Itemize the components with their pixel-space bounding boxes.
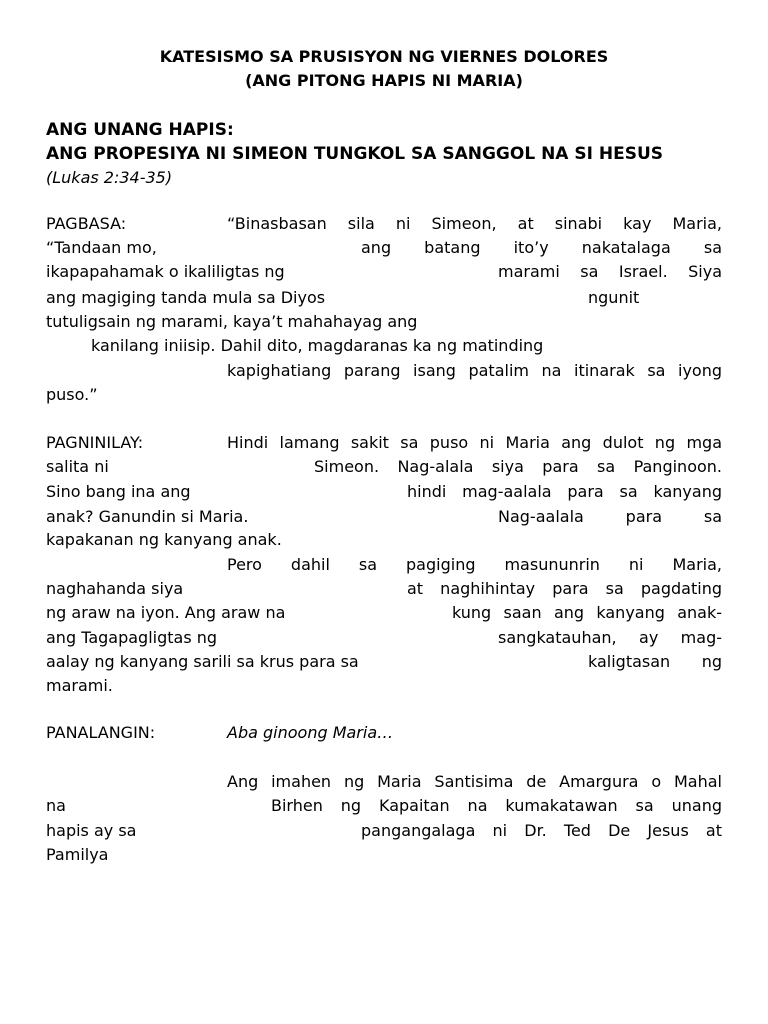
pagbasa-line-1	[46, 212, 722, 236]
pagninilay-line-3	[46, 480, 722, 504]
pagninilay-text-2a: salita ni	[46, 457, 109, 476]
pagninilay-line-5: kapakanan ng kanyang anak.	[46, 530, 282, 549]
pagninilay-text-9a: ang Tagapagligtas ng	[46, 628, 218, 647]
pagninilay-line-1	[46, 431, 722, 455]
pagninilay-text-9b: sangkatauhan, ay mag-	[498, 628, 722, 647]
pagninilay-line-9	[46, 626, 722, 650]
document-title-line-2: (ANG PITONG HAPIS NI MARIA)	[245, 71, 523, 90]
pagbasa-line-2	[46, 236, 722, 260]
document-title-line-1: KATESISMO SA PRUSISYON NG VIERNES DOLORES	[159, 47, 609, 66]
panalangin-prayer: Aba ginoong Maria…	[227, 723, 394, 742]
pagninilay-text-2b: Simeon. Nag-alala siya para sa Panginoon.	[314, 457, 722, 476]
note-line-4: Pamilya	[46, 845, 109, 864]
pagbasa-text-4a: ang magiging tanda mula sa Diyos	[46, 288, 326, 307]
panalangin-line	[46, 721, 722, 745]
pagninilay-text-3b: hindi mag-aalala para sa kanyang	[407, 482, 722, 501]
note-text-1: Ang imahen ng Maria Santisima de Amargura o Mahal	[227, 772, 722, 791]
section-heading-1: ANG UNANG HAPIS:	[46, 120, 234, 140]
pagninilay-text-4b: Nag-aalala para sa	[498, 507, 722, 526]
pagbasa-text-7: kapighatiang parang isang patalim na itinarak sa iyong	[227, 361, 722, 380]
panalangin-label: PANALANGIN:	[46, 723, 156, 742]
pagbasa-text-3a: ikapapahamak o ikaliligtas ng	[46, 262, 285, 281]
pagninilay-line-8	[46, 601, 722, 625]
pagbasa-text-1: “Binasbasan sila ni Simeon, at sinabi kay Maria,	[227, 214, 722, 233]
note-text-3a: hapis ay sa	[46, 821, 137, 840]
pagbasa-line-6: kanilang iniisip. Dahil dito, magdaranas ka ng matinding	[91, 336, 544, 355]
pagbasa-text-3b: marami sa Israel. Siya	[498, 262, 722, 281]
pagbasa-line-3	[46, 260, 722, 284]
pagninilay-text-10a: aalay ng kanyang sarili sa krus para sa	[46, 652, 359, 671]
pagbasa-text-2b: ang batang ito’y nakatalaga sa	[361, 238, 722, 257]
pagbasa-text-4b: ngunit	[588, 288, 640, 307]
scripture-reference: (Lukas 2:34-35)	[46, 168, 173, 187]
pagninilay-label: PAGNINILAY:	[46, 433, 144, 452]
pagbasa-line-4	[46, 286, 722, 310]
pagninilay-text-1: Hindi lamang sakit sa puso ni Maria ang dulot ng mga	[227, 433, 722, 452]
pagninilay-line-7	[46, 577, 722, 601]
pagninilay-text-3a: Sino bang ina ang	[46, 482, 191, 501]
pagbasa-line-5: tutuligsain ng marami, kaya’t mahahayag ang	[46, 312, 418, 331]
pagninilay-text-8b: kung saan ang kanyang anak-	[452, 603, 722, 622]
pagninilay-text-10b: kaligtasan ng	[588, 652, 722, 671]
note-line-3	[46, 819, 722, 843]
pagninilay-text-7b: at naghihintay para sa pagdating	[407, 579, 722, 598]
pagninilay-line-6	[46, 553, 722, 577]
note-line-2	[46, 794, 722, 818]
note-text-3b: pangangalaga ni Dr. Ted De Jesus at	[361, 821, 722, 840]
pagninilay-line-11: marami.	[46, 676, 113, 695]
section-heading-2: ANG PROPESIYA NI SIMEON TUNGKOL SA SANGGOL NA SI HESUS	[46, 144, 663, 164]
pagbasa-line-7	[46, 359, 722, 383]
pagninilay-line-4	[46, 505, 722, 529]
pagbasa-text-2a: “Tandaan mo,	[46, 238, 157, 257]
note-line-1	[46, 770, 722, 794]
pagninilay-text-4a: anak? Ganundin si Maria.	[46, 507, 249, 526]
pagninilay-line-10	[46, 650, 722, 674]
pagninilay-text-8a: ng araw na iyon. Ang araw na	[46, 603, 286, 622]
note-text-2a: na	[46, 796, 66, 815]
pagbasa-label: PAGBASA:	[46, 214, 127, 233]
pagninilay-text-6: Pero dahil sa pagiging masununrin ni Maria,	[227, 555, 722, 574]
pagbasa-line-8: puso.”	[46, 385, 98, 404]
note-text-2b: Birhen ng Kapaitan na kumakatawan sa unang	[271, 796, 722, 815]
pagninilay-text-7a: naghahanda siya	[46, 579, 184, 598]
pagninilay-line-2	[46, 455, 722, 479]
